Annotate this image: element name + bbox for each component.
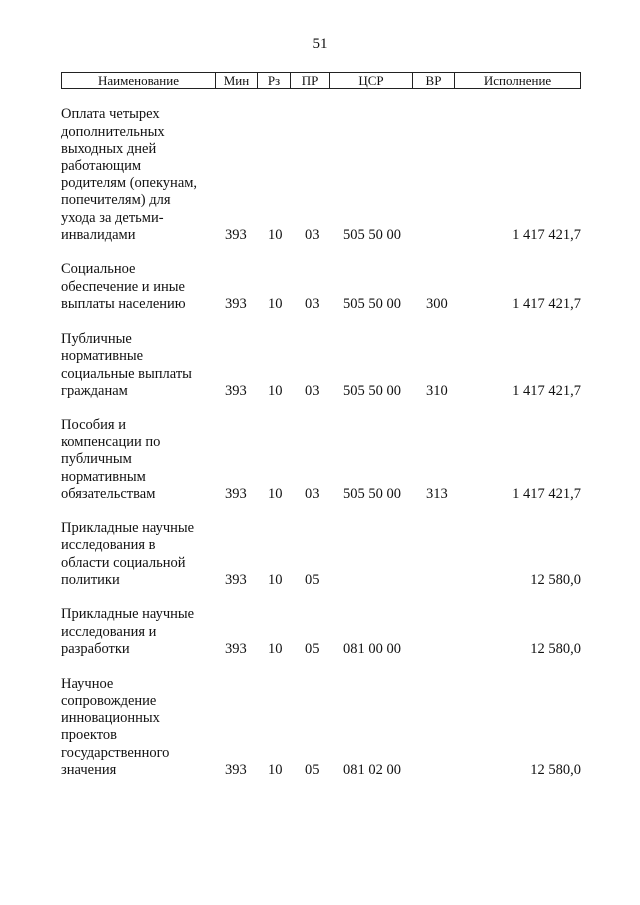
row-name: [61, 417, 211, 503]
row-name-line: публичным: [61, 451, 132, 468]
row-name-line: гражданам: [61, 382, 128, 399]
cell-ispolnenie: 1 417 421,7: [512, 485, 581, 502]
cell-csr: 505 50 00: [343, 295, 401, 312]
row-name: [61, 261, 211, 313]
cell-vr: 300: [426, 295, 448, 312]
cell-min: 393: [225, 295, 247, 312]
cell-pr: 05: [305, 761, 320, 778]
header-csr: ЦСР: [330, 73, 413, 88]
row-name-line: дополнительных: [61, 123, 165, 140]
row-name-line: нормативным: [61, 468, 146, 485]
cell-csr: 505 50 00: [343, 382, 401, 399]
cell-min: 393: [225, 761, 247, 778]
cell-vr: 313: [426, 485, 448, 502]
row-name-line: исследования в: [61, 537, 156, 554]
table-row: [0, 331, 640, 400]
row-name: [61, 606, 211, 658]
row-name-line: инвалидами: [61, 226, 136, 243]
row-name-line: обеспечение и иные: [61, 278, 185, 295]
cell-csr: 081 02 00: [343, 761, 401, 778]
row-name-line: разработки: [61, 640, 130, 657]
cell-min: 393: [225, 640, 247, 657]
row-name-line: Научное: [61, 675, 114, 692]
row-name: [61, 106, 211, 244]
cell-rz: 10: [268, 382, 283, 399]
header-vr: ВР: [413, 73, 455, 88]
header-pr: ПР: [291, 73, 330, 88]
cell-pr: 03: [305, 295, 320, 312]
cell-ispolnenie: 1 417 421,7: [512, 226, 581, 243]
cell-rz: 10: [268, 761, 283, 778]
row-name-line: попечителям) для: [61, 192, 171, 209]
page-number: 51: [312, 36, 328, 52]
cell-min: 393: [225, 485, 247, 502]
cell-min: 393: [225, 571, 247, 588]
header-name: Наименование: [62, 73, 216, 88]
cell-rz: 10: [268, 295, 283, 312]
cell-pr: 03: [305, 382, 320, 399]
row-name-line: нормативные: [61, 348, 144, 365]
cell-rz: 10: [268, 640, 283, 657]
row-name-line: сопровождение: [61, 692, 157, 709]
cell-ispolnenie: 1 417 421,7: [512, 295, 581, 312]
cell-csr: 505 50 00: [343, 226, 401, 243]
table-row: [0, 520, 640, 589]
cell-min: 393: [225, 382, 247, 399]
table-row: [0, 106, 640, 244]
row-name-line: ухода за детьми-: [61, 209, 164, 226]
row-name-line: инновационных: [61, 710, 160, 727]
cell-rz: 10: [268, 226, 283, 243]
table-row: [0, 417, 640, 503]
cell-ispolnenie: 1 417 421,7: [512, 382, 581, 399]
row-name-line: обязательствам: [61, 485, 156, 502]
table-row: [0, 676, 640, 779]
header-min: Мин: [216, 73, 258, 88]
table-row: [0, 606, 640, 658]
cell-pr: 05: [305, 571, 320, 588]
row-name-line: политики: [61, 571, 120, 588]
row-name: [61, 676, 211, 779]
row-name-line: выплаты населению: [61, 295, 186, 312]
row-name-line: компенсации по: [61, 434, 161, 451]
cell-ispolnenie: 12 580,0: [530, 640, 581, 657]
cell-rz: 10: [268, 571, 283, 588]
row-name-line: родителям (опекунам,: [61, 175, 198, 192]
row-name-line: Оплата четырех: [61, 106, 160, 123]
cell-min: 393: [225, 226, 247, 243]
row-name-line: социальные выплаты: [61, 365, 192, 382]
header-ispolnenie: Исполнение: [483, 73, 552, 88]
cell-rz: 10: [268, 485, 283, 502]
cell-pr: 05: [305, 640, 320, 657]
cell-pr: 03: [305, 485, 320, 502]
row-name-line: Пособия и: [61, 416, 126, 433]
row-name: [61, 520, 211, 589]
row-name-line: выходных дней: [61, 140, 157, 157]
cell-ispolnenie: 12 580,0: [530, 571, 581, 588]
cell-csr: 505 50 00: [343, 485, 401, 502]
cell-csr: 081 00 00: [343, 640, 401, 657]
row-name-line: области социальной: [61, 554, 186, 571]
table-row: [0, 261, 640, 313]
row-name-line: Прикладные научные: [61, 606, 195, 623]
cell-pr: 03: [305, 226, 320, 243]
header-rz: Рз: [258, 73, 291, 88]
cell-vr: 310: [426, 382, 448, 399]
row-name-line: государственного: [61, 744, 170, 761]
row-name-line: Прикладные научные: [61, 520, 195, 537]
row-name-line: исследования и: [61, 623, 157, 640]
row-name-line: Социальное: [61, 261, 136, 278]
row-name-line: значения: [61, 761, 117, 778]
row-name-line: проектов: [61, 727, 117, 744]
cell-ispolnenie: 12 580,0: [530, 761, 581, 778]
row-name-line: работающим: [61, 157, 142, 174]
row-name-line: Публичные: [61, 331, 132, 348]
row-name: [61, 331, 211, 400]
